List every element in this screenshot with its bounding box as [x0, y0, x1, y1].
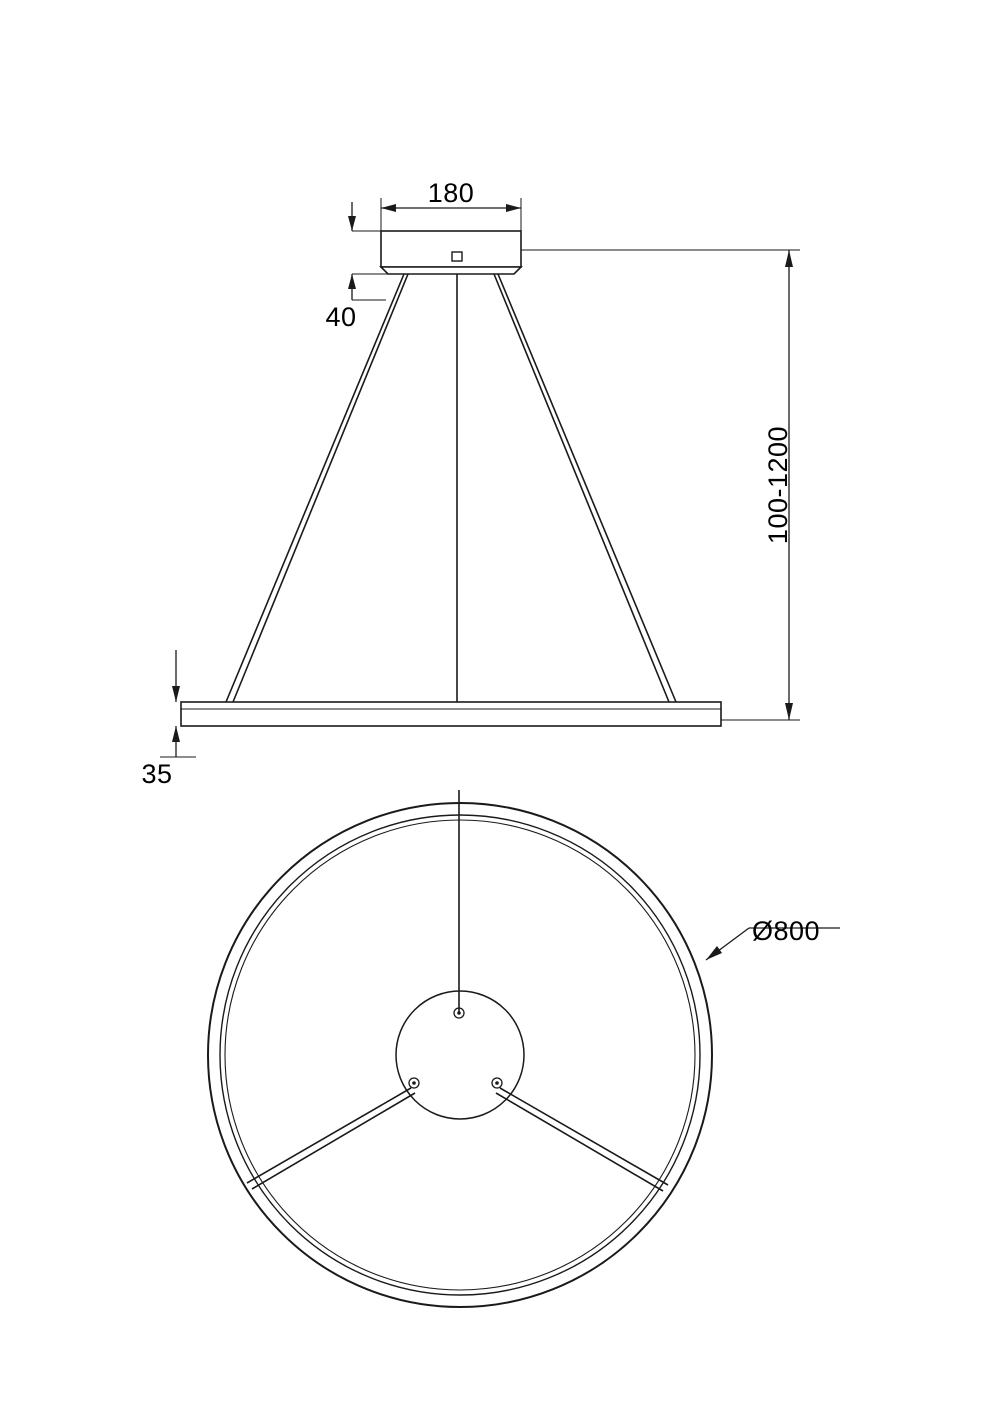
ceiling-canopy: [381, 231, 521, 274]
front-elevation-view: [141, 178, 800, 789]
dimension-label-canopy-height: 40: [325, 302, 357, 332]
center-hub: [396, 991, 524, 1119]
suspension-cable: [226, 274, 676, 706]
dimension-label-suspension-height: 100-1200: [763, 425, 793, 545]
dimension-label-ring-thickness: 35: [141, 759, 173, 789]
dimension-canopy-width: [381, 178, 521, 231]
dimension-suspension-height: [521, 250, 800, 720]
dimension-label-ring-diameter: Ø800: [752, 916, 821, 946]
dimension-ring-diameter: [706, 916, 840, 960]
top-plan-view: [208, 790, 840, 1307]
dimension-label-canopy-width: 180: [427, 178, 475, 208]
ring-body-elevation: [181, 702, 721, 726]
dimension-canopy-height: [325, 202, 388, 332]
ring-outer-circle: [208, 803, 712, 1307]
